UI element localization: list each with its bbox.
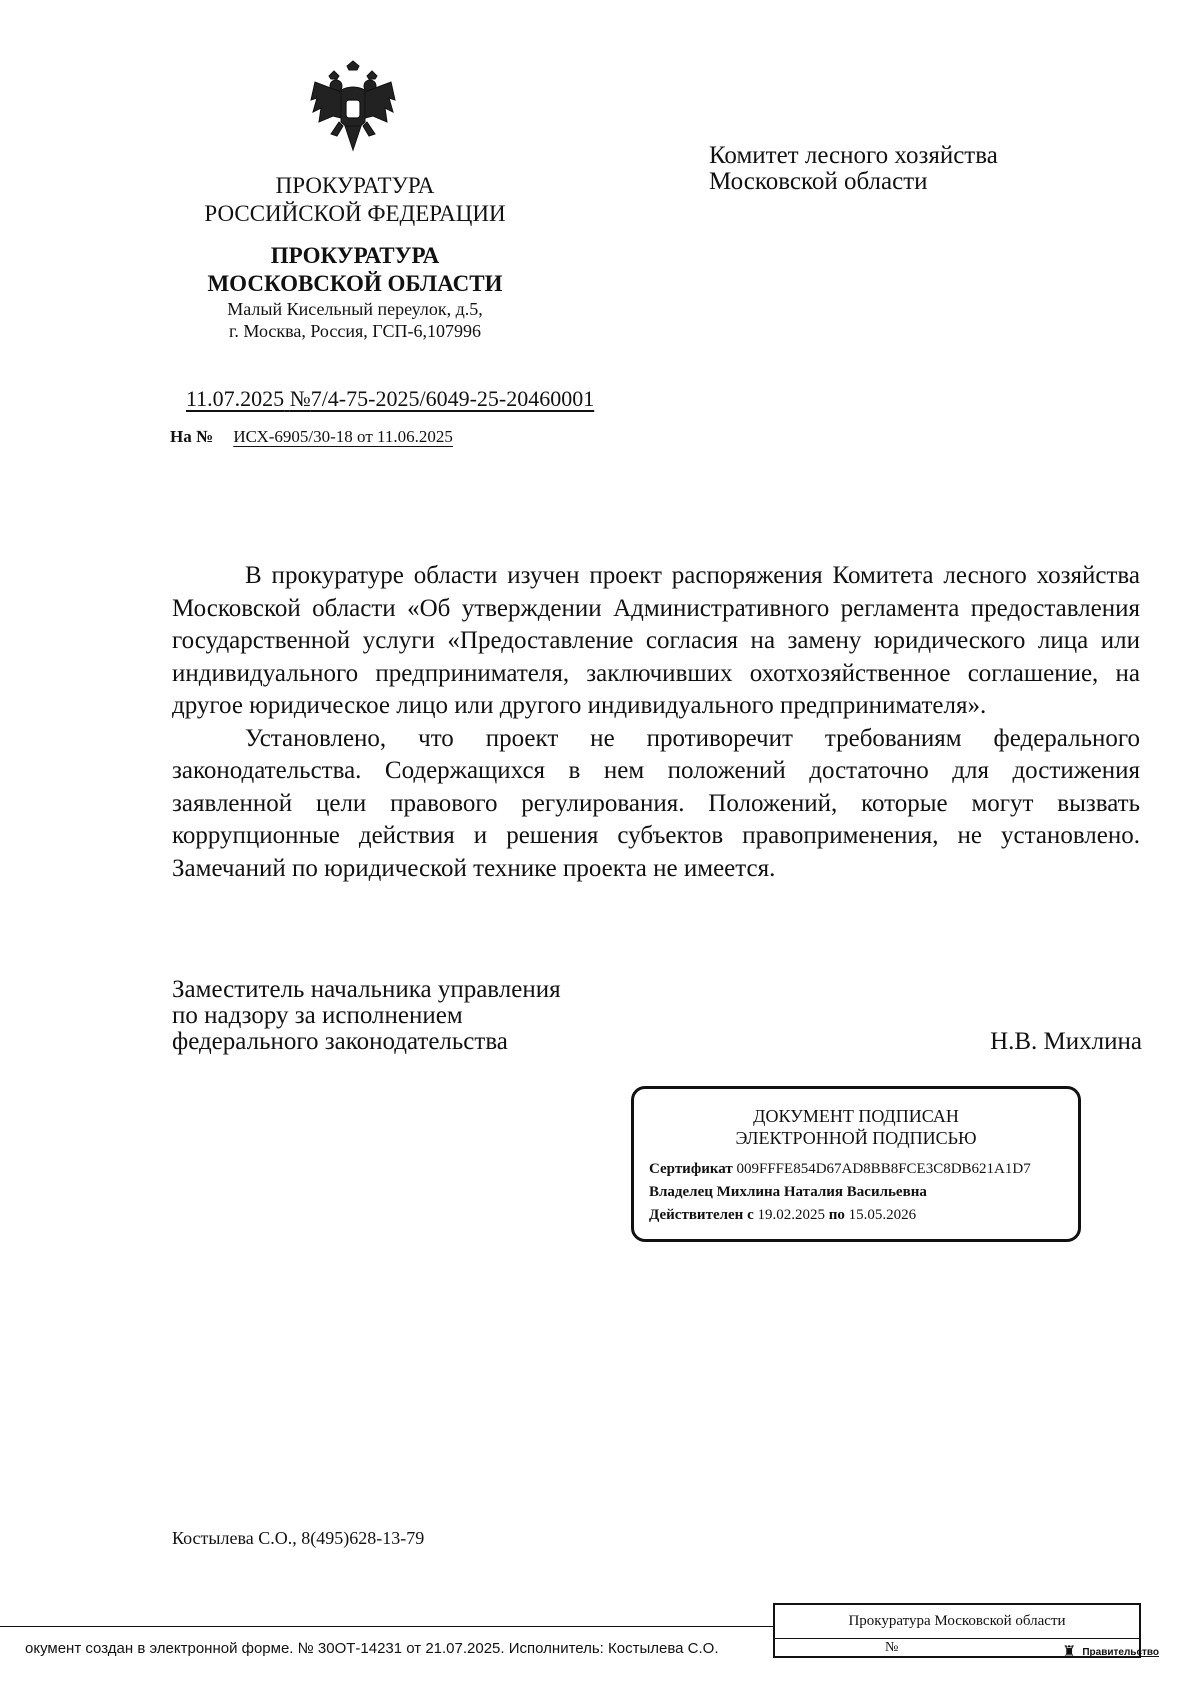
letter-body [172, 560, 1140, 885]
signatory-position [172, 977, 561, 1055]
valid-to: 15.05.2026 [848, 1207, 917, 1223]
outgoing-number-value: 7/4-75-2025/6049-25-20460001 [310, 386, 595, 411]
issuer-header [180, 172, 530, 342]
stamp-validity [649, 1207, 1078, 1224]
outgoing-number [174, 386, 594, 412]
outgoing-number-prefix: № [289, 386, 311, 411]
footer-box-title: Прокуратура Московской области [775, 1605, 1139, 1639]
owner-value: Михлина Наталия Васильевна [716, 1184, 927, 1200]
addressee-line1: Комитет лесного хозяйства [709, 142, 998, 169]
position-line1: Заместитель начальника управления [172, 976, 561, 1003]
certificate-value: 009FFFE854D67AD8BB8FCE3C8DB621A1D7 [736, 1161, 1031, 1177]
position-line3: федерального законодательства [172, 1028, 508, 1055]
e-signature-stamp [631, 1086, 1081, 1242]
reply-to-value: ИСХ-6905/30-18 от 11.06.2025 [233, 427, 453, 446]
position-line2: по надзору за исполнением [172, 1002, 463, 1029]
body-paragraph-2: Установлено, что проект не противоречит требованиям федерального законодательства. Содержащихся в нем положений достаточно для достижения заявленной цели правового регулирования. Положений, которые могут вызвать коррупционные действия и решения субъектов правоприменения, не установлено. Замечаний по юридической технике проекта не имеется. [172, 724, 1140, 882]
coat-of-arms-emblem [303, 60, 403, 160]
stamp-certificate [649, 1161, 1078, 1178]
stamp-title-line1: ДОКУМЕНТ ПОДПИСАН [753, 1106, 959, 1126]
dept-name-line1: ПРОКУРАТУРА [270, 243, 440, 268]
org-name-line1: ПРОКУРАТУРА [275, 173, 435, 198]
valid-to-label: по [828, 1207, 845, 1223]
body-paragraph-1: В прокуратуре области изучен проект распоряжения Комитета лесного хозяйства Московской области «Об утверждении Административного регламента предоставления государственной услуги «Предоставление согласия на замену юридического лица или индивидуального предпринимателя, заключивших охотхозяйственное соглашение, на другое юридическое лицо или другого индивидуального предпринимателя». [172, 562, 1140, 719]
reply-to [170, 427, 538, 447]
gov-mark [1062, 1642, 1159, 1662]
address-line2: г. Москва, Россия, ГСП-6,107996 [229, 321, 481, 341]
stamp-owner [649, 1184, 1078, 1201]
footer-created-note: окумент создан в электронной форме. № 30ОТ-14231 от 21.07.2025. Исполнитель: Костылева С.О. [25, 1640, 719, 1657]
stamp-title-line2: ЭЛЕКТРОННОЙ ПОДПИСЬЮ [735, 1128, 977, 1148]
certificate-label: Сертификат [649, 1161, 733, 1177]
valid-label: Действителен с [649, 1207, 754, 1223]
addressee-line2: Московской области [709, 168, 928, 195]
footer-box-number: № [885, 1640, 899, 1655]
owner-label: Владелец [649, 1184, 713, 1200]
addressee [709, 143, 998, 195]
gov-label: Правительство [1082, 1646, 1160, 1658]
address-line1: Малый Кисельный переулок, д.5, [227, 299, 483, 319]
valid-from: 19.02.2025 [757, 1207, 825, 1223]
footer-rule [0, 1626, 775, 1627]
signatory-name: Н.В. Михлина [990, 1028, 1142, 1055]
org-name-line2: РОССИЙСКОЙ ФЕДЕРАЦИИ [204, 201, 506, 226]
dept-name-line2: МОСКОВСКОЙ ОБЛАСТИ [207, 271, 503, 296]
reply-to-label: На № [170, 427, 214, 446]
executor-contact: Костылева С.О., 8(495)628-13-79 [172, 1528, 425, 1548]
gov-emblem-icon: ♜ [1062, 1644, 1077, 1661]
outgoing-date: 11.07.2025 [186, 386, 285, 411]
